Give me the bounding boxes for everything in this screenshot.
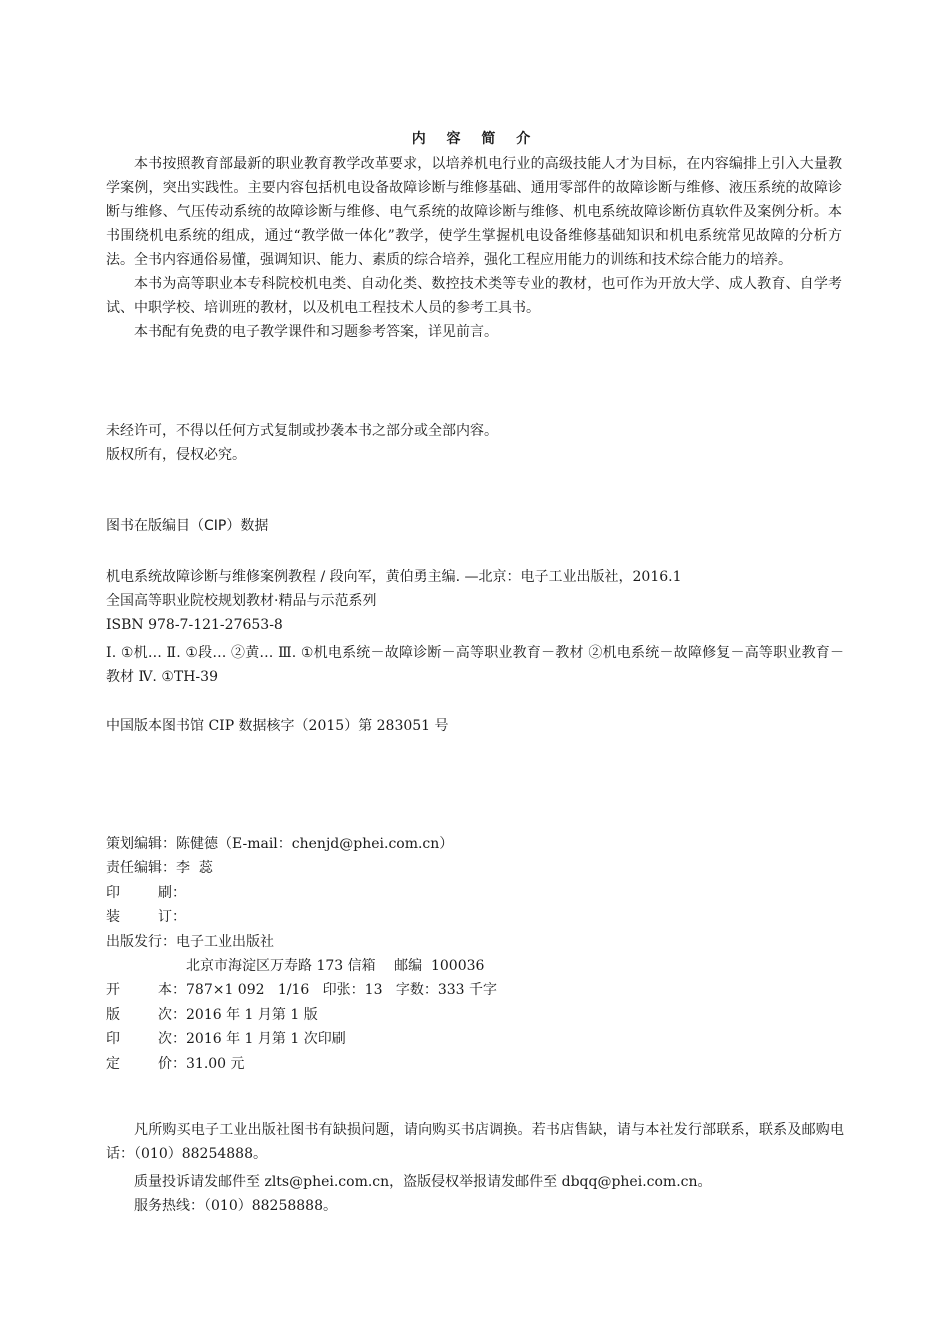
format-row <box>106 978 846 1002</box>
intro-paragraph: 本书为高等职业本专科院校机电类、自动化类、数控技术类等专业的教材，也可作为开放大学、成人教育、自学考试、中职学校、培训班的教材，以及机电工程技术人员的参考工具书。 <box>106 276 842 316</box>
printing-row <box>106 1027 846 1051</box>
printing-label: 印 次： <box>106 1031 186 1048</box>
intro-paragraph: 本书按照教育部最新的职业教育教学改革要求，以培养机电行业的高级技能人才为目标，在内容编排上引入大量教学案例，突出实践性。主要内容包括机电设备故障诊断与维修基础、通用零部件的故障诊断与维修、液压系统的故障诊断与维修、气压传动系统的故障诊断与维修、电气系统的故障诊断与维修、机电系统故障诊断仿真软件及案例分析。本书围绕机电系统的组成，通过“教学做一体化”教学，使学生掌握机电设备维修基础知识和机电系统常见故障的分析方法。全书内容通俗易懂，强调知识、能力、素质的综合培养，强化工程应用能力的训练和技术综合能力的培养。 <box>106 156 842 268</box>
publisher-label: 出版发行： <box>106 933 176 950</box>
editor-row <box>106 856 846 880</box>
purchase-notice <box>106 1118 844 1218</box>
print-row <box>106 881 846 905</box>
publishing-info <box>106 832 846 1076</box>
format-label: 开 本： <box>106 982 186 999</box>
cip-isbn: ISBN 978-7-121-27653-8 <box>106 617 283 633</box>
print-value <box>178 881 186 905</box>
edition-label: 版 次： <box>106 1006 186 1023</box>
intro-title: 内 容 简 介 <box>411 131 539 147</box>
cip-series-line: 全国高等职业院校规划教材·精品与示范系列 <box>106 593 377 609</box>
printing-value: 2016 年 1 月第 1 次印刷 <box>186 1031 346 1048</box>
complaint-text: 质量投诉请发邮件至 zlts@phei.com.cn，盗版侵权举报请发邮件至 dbqq@phei.com.cn。 <box>134 1174 712 1190</box>
cip-record: 中国版本图书馆 CIP 数据核字（2015）第 283051 号 <box>106 718 449 734</box>
copyright-notice <box>106 419 842 467</box>
print-label: 印 刷： <box>106 884 186 901</box>
edition-value: 2016 年 1 月第 1 版 <box>186 1006 318 1023</box>
planning-editor-value: 陈健德（E-mail：chenjd@phei.com.cn） <box>176 836 454 852</box>
price-value: 31.00 元 <box>186 1055 245 1072</box>
editor-value: 李 蕊 <box>176 860 213 877</box>
intro-section <box>106 152 842 344</box>
binding-label: 装 订： <box>106 909 186 926</box>
rights-line: 版权所有，侵权必究。 <box>106 447 246 463</box>
price-row <box>106 1052 846 1076</box>
hotline-text: 服务热线：（010）88258888。 <box>134 1198 337 1214</box>
price-label: 定 价： <box>106 1055 186 1072</box>
publisher-row <box>106 930 846 954</box>
cip-classification: Ⅰ. ①机… Ⅱ. ①段… ②黄… Ⅲ. ①机电系统－故障诊断－高等职业教育－教材 ②机电系统－故障修复－高等职业教育－教材 Ⅳ. ①TH-39 <box>106 645 844 685</box>
editor-label: 责任编辑： <box>106 860 176 877</box>
purchase-text: 凡所购买电子工业出版社图书有缺损问题，请向购买书店调换。若书店售缺，请与本社发行部联系，联系及邮购电话：（010）88254888。 <box>106 1122 844 1162</box>
planning-editor-row <box>106 832 846 856</box>
copyright-line: 未经许可，不得以任何方式复制或抄袭本书之部分或全部内容。 <box>106 423 498 439</box>
cip-heading: 图书在版编目（CIP）数据 <box>106 518 269 534</box>
cip-data <box>106 565 844 738</box>
edition-row <box>106 1003 846 1027</box>
binding-value <box>178 905 186 929</box>
binding-row <box>106 905 846 929</box>
address-row <box>106 954 846 978</box>
planning-editor-label: 策划编辑： <box>106 836 176 852</box>
format-value: 787×1 092 1/16 印张：13 字数：333 千字 <box>186 982 498 999</box>
intro-paragraph: 本书配有免费的电子教学课件和习题参考答案，详见前言。 <box>134 324 498 340</box>
publisher-address: 北京市海淀区万寿路 173 信箱 邮编 100036 <box>186 958 485 975</box>
cip-title-line: 机电系统故障诊断与维修案例教程 / 段向军，黄伯勇主编. —北京：电子工业出版社，2016.1 <box>106 569 682 585</box>
publisher-value: 电子工业出版社 <box>176 933 274 950</box>
